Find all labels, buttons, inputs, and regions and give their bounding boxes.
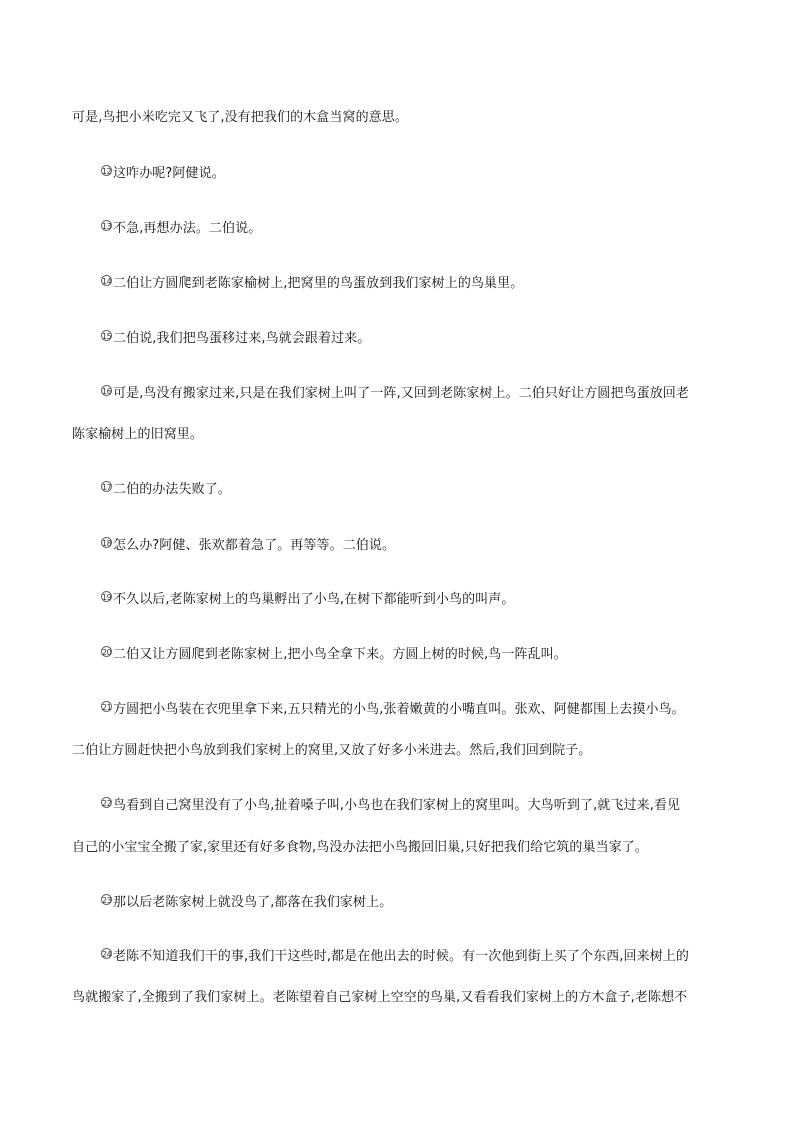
paragraph-number: 18 [102,539,112,548]
text-line [101,701,685,718]
line-text: 方圆把小鸟装在衣兜里拿下来,五只精光的小鸟,张着嫩黄的小嘴直叫。张欢、阿健都围上去摸小鸟。 [113,702,685,717]
paragraph-number: 22 [102,799,112,808]
line-text: 怎么办?阿健、张欢都着急了。再等等。二伯说。 [113,538,396,553]
paragraph-number: 19 [102,593,112,602]
text-line [101,646,567,663]
line-text: 二伯说,我们把鸟蛋移过来,鸟就会跟着过来。 [113,331,371,346]
text-line [101,948,689,965]
paragraph-number: 24 [102,950,112,959]
text-line [101,275,523,292]
line-text: 二伯又让方圆爬到老陈家树上,把小鸟全拿下来。方圆上树的时候,鸟一阵乱叫。 [113,647,567,662]
text-line [101,894,392,911]
line-text: 二伯让方圆爬到老陈家榆树上,把窝里的鸟蛋放到我们家树上的鸟巢里。 [113,276,524,291]
line-text: 鸟看到自己窝里没有了小鸟,扯着嗓子叫,小鸟也在我们家树上的窝里叫。大鸟听到了,就飞过来,看见 [113,798,681,813]
line-text: 二伯让方圆赶快把小鸟放到我们家树上的窝里,又放了好多小米进去。然后,我们回到院子。 [72,743,592,758]
paragraph-number: 14 [102,277,112,286]
paragraph-number: 13 [102,222,112,231]
paragraph-number: 12 [102,167,112,176]
text-line [101,385,689,402]
line-text: 可是,鸟没有搬家过来,只是在我们家树上叫了一阵,又回到老陈家树上。二伯只好让方圆把鸟蛋放回老 [113,386,689,401]
paragraph-number: 20 [102,648,112,657]
line-text: 这咋办呢?阿健说。 [113,166,225,181]
paragraph-number: 15 [102,332,112,341]
paragraph-number: 23 [102,896,112,905]
line-text: 不久以后,老陈家树上的鸟巢孵出了小鸟,在树下都能听到小鸟的叫声。 [113,592,515,607]
text-line [72,840,648,856]
paragraph-number: 16 [102,387,112,396]
line-text: 自己的小宝宝全搬了家,家里还有好多食物,鸟没办法把小鸟搬回旧巢,只好把我们给它筑的巢当家了。 [72,840,648,855]
line-text: 鸟就搬家了,全搬到了我们家树上。老陈望着自己家树上空空的鸟巢,又看看我们家树上的方木盒子,老陈想不 [72,990,688,1005]
text-line [101,591,514,608]
text-line [101,797,680,814]
text-line [101,481,231,498]
text-line [72,743,591,759]
paragraph-number: 17 [102,483,112,492]
text-line [101,220,261,237]
line-text: 可是,鸟把小米吃完又飞了,没有把我们的木盒当窝的意思。 [72,110,408,125]
text-line [101,165,225,182]
text-line [101,537,395,554]
line-text: 那以后老陈家树上就没鸟了,都落在我们家树上。 [113,895,393,910]
text-line [72,990,687,1006]
text-line [101,330,370,347]
line-text: 陈家榆树上的旧窝里。 [72,427,204,442]
line-text: 老陈不知道我们干的事,我们干这些时,都是在他出去的时候。有一次他到街上买了个东西,回来树上的 [113,949,689,964]
text-line [72,110,408,126]
text-line [72,427,203,443]
line-text: 不急,再想办法。二伯说。 [113,221,262,236]
line-text: 二伯的办法失败了。 [113,482,231,497]
paragraph-number: 21 [102,703,112,712]
